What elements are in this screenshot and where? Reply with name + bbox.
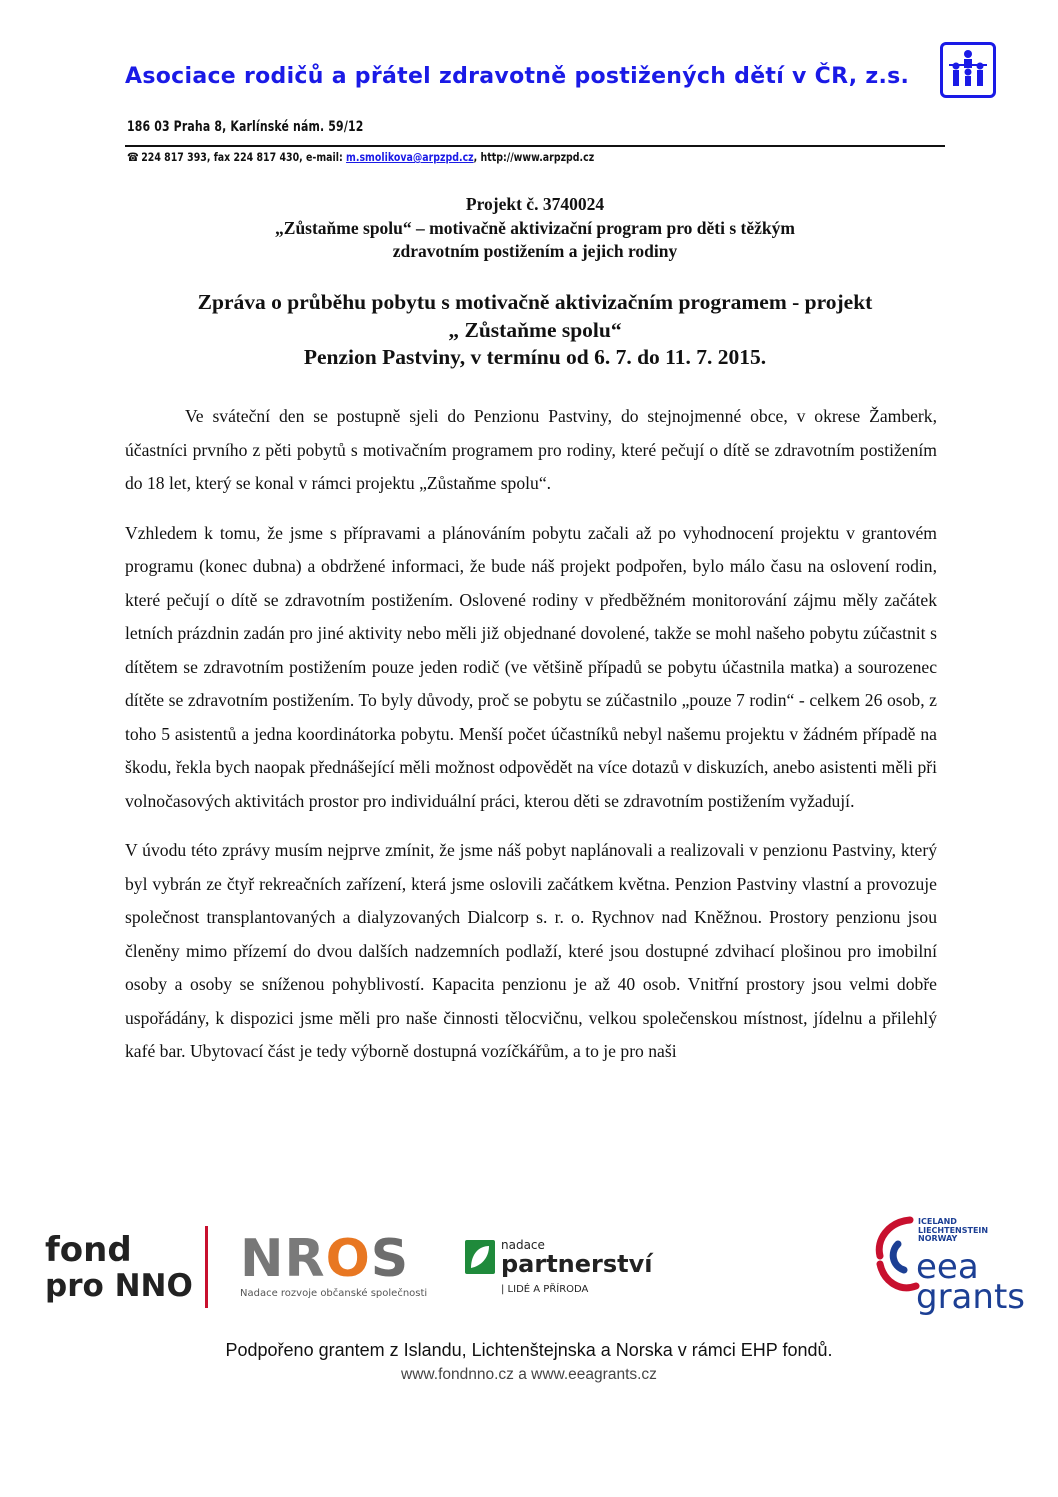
contact-line	[127, 150, 594, 164]
eea-country-3: NORWAY	[918, 1234, 958, 1243]
partner-small-text: nadace	[501, 1238, 545, 1252]
paragraph-3: V úvodu této zprávy musím nejprve zmínit, že jsme náš pobyt naplánovali a realizovali v penzionu Pastviny, který byl vybrán ze čtyř rekreačních zařízení, která jsme oslovili začátkem května. Penzion Pastviny vlastní a provozuje společnost transplantovaných a dialyzovaných Dialcorp s. r. o. Rychnov nad Kněžnou. Prostory penzionu jsou členěny mimo přízemí do dvou dalších nadzemních podlaží, které jsou dostupné zdvihací plošinou pro imobilní osoby a osoby se sníženou pohyblivostí. Kapacita penzionu je až 40 osob. Vnitřní prostory jsou velmi dobře uspořádány, k dispozici jsme měli pro naše činnosti tělocvičnu, velkou společenskou místnost, jídelnu a přilehlý kafé bar. Ubytovací část je tedy výborně dostupná vozíčkářům, a to je pro naši	[125, 840, 937, 1061]
header-divider	[125, 145, 945, 147]
eea-word-2: grants	[916, 1277, 1025, 1317]
partner-tagline: | LIDÉ A PŘÍRODA	[501, 1284, 589, 1295]
eea-grants-logo	[870, 1212, 1030, 1322]
funding-statement: Podpořeno grantem z Islandu, Lichtenštejnska a Norska v rámci EHP fondů.	[225, 1340, 833, 1360]
project-number: Projekt č. 3740024	[465, 194, 605, 214]
report-title-line2: „ Zůstaňme spolu“	[448, 317, 622, 342]
fond-logo-line2: pro NNO	[45, 1268, 193, 1304]
project-info	[125, 193, 945, 264]
report-body	[125, 400, 937, 1085]
phone-icon: ☎	[127, 150, 139, 164]
eea-word-1: eea	[916, 1247, 979, 1287]
report-title	[125, 289, 945, 372]
family-people-icon	[940, 42, 996, 98]
website-text[interactable]: , http://www.arpzpd.cz	[473, 150, 595, 164]
project-name-cont: zdravotním postižením a jejich rodiny	[392, 241, 678, 261]
eea-countries	[918, 1218, 988, 1244]
partner-leaf-icon	[465, 1240, 495, 1274]
nros-letter-s: S	[370, 1229, 410, 1289]
email-link[interactable]: m.smolikova@arpzpd.cz	[346, 150, 474, 164]
nros-wordmark	[240, 1229, 427, 1289]
nros-subtitle: Nadace rozvoje občanské společnosti	[240, 1288, 428, 1299]
eea-wordmark	[916, 1247, 1025, 1317]
nros-letter-r: R	[284, 1229, 326, 1289]
organization-address: 186 03 Praha 8, Karlínské nám. 59/12	[127, 119, 364, 135]
eea-country-2: LIECHTENSTEIN	[918, 1225, 989, 1235]
partner-name: partnerství	[501, 1250, 653, 1278]
org-name: Asociace rodičů a přátel zdravotně postižených dětí v ČR, z.s.	[125, 64, 910, 89]
eea-country-1: ICELAND	[918, 1217, 957, 1226]
report-title-line1: Zpráva o průběhu pobytu s motivačně aktivizačním programem - projekt	[197, 290, 873, 314]
paragraph-2: Vzhledem k tomu, že jsme s přípravami a plánováním pobytu začali až po vyhodnocení projektu v grantovém programu (konec dubna) a obdržené informaci, že bude náš projekt podpořen, bylo málo času na oslovení rodin, které pečují o dítě se zdravotním postižením. Oslovené rodiny v předběžném monitorování zájmu měly začátek letních prázdnin zadán pro jiné aktivity nebo měli již objednané dovolené, takže se mohl našeho pobytu zúčastnit s dítětem se zdravotním postižením pouze jeden rodič (ve většině případů se pobytu účastnila matka) a sourozenec dítěte se zdravotním postižením. To byly důvody, proč se pobytu se zúčastnilo „pouze 7 rodin“ - celkem 26 osob, z toho 5 asistentů a jedna koordinátorka pobytu. Menší počet účastníků nebyl našemu projektu v žádném případě na škodu, řekla bych naopak přednášející měli možnost odpovědět na více dotazů v diskuzích, anebo asistenti měli při volnočasových aktivitách prostor pro individuální práci, kterou děti se zdravotním postižením vyžadují.	[125, 522, 937, 811]
fond-pro-nno-logo	[45, 1232, 193, 1304]
nros-logo	[240, 1229, 428, 1299]
report-title-line3: Penzion Pastviny, v termínu od 6. 7. do 11. 7. 2015.	[303, 345, 767, 369]
nros-letter-n: N	[240, 1229, 285, 1289]
contact-prefix: 224 817 393, fax 224 817 430, e-mail:	[141, 150, 347, 164]
funding-urls[interactable]: www.fondnno.cz a www.eeagrants.cz	[401, 1366, 657, 1383]
paragraph-1: Ve sváteční den se postupně sjeli do Penzionu Pastviny, do stejnojmenné obce, v okrese Žamberk, účastníci prvního z pěti pobytů s motivačním programem pro rodiny, které pečují o dítě se zdravotním postižením do 18 let, který se konal v rámci projektu „Zůstaňme spolu“.	[125, 406, 937, 493]
project-name: „Zůstaňme spolu“ – motivačně aktivizační program pro děti s těžkým	[275, 217, 795, 238]
nros-letter-o: O	[325, 1229, 371, 1289]
fond-logo-line1: fond	[45, 1230, 132, 1270]
logo-divider	[205, 1226, 208, 1308]
